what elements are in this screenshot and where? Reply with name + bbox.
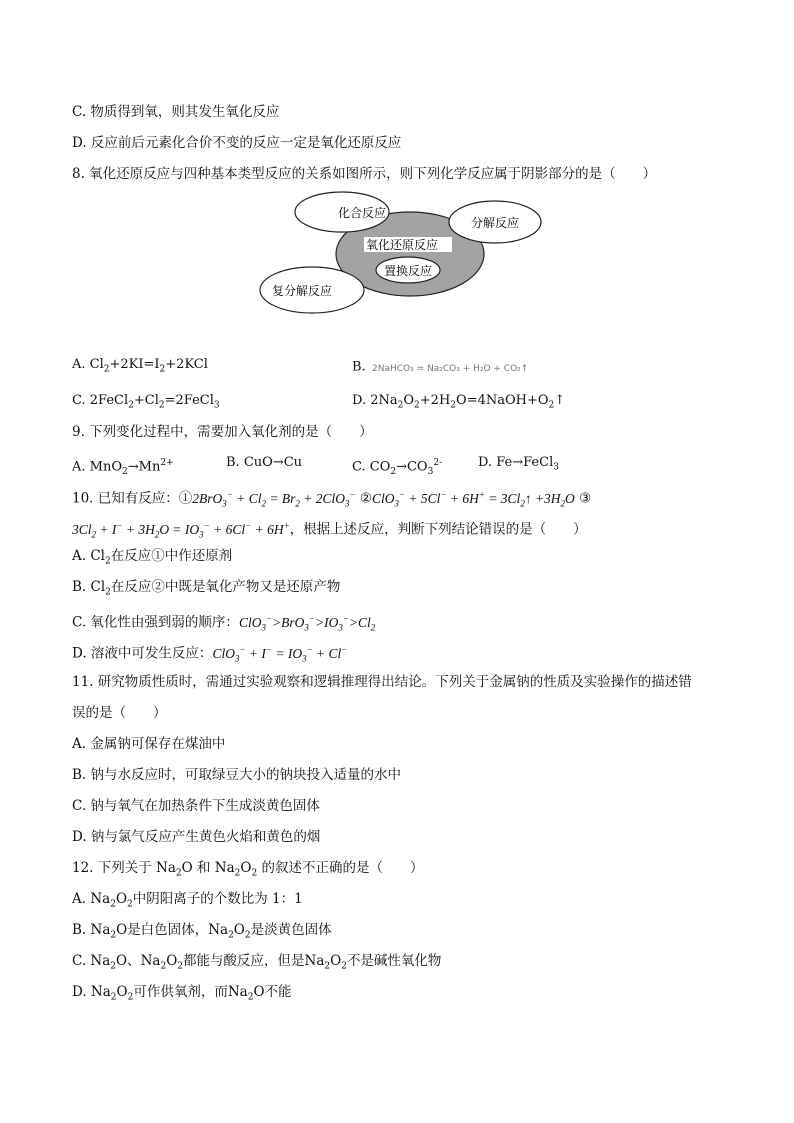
q10-stem-line1: 10. 已知有反应：①2BrO$_3$− + $Cl_2 = Br_2 + 2ClO_3^-$ ②ClO$_3$− + $5Cl^- + 6H^+ = 3Cl_2↑ +3H_2O$ ③ (72, 489, 592, 509)
q11-option-c: C. 钠与氧气在加热条件下生成淡黄色固体 (72, 798, 320, 814)
q7-option-d: D. 反应前后元素化合价不变的反应一定是氧化还原反应 (72, 135, 402, 151)
q11-stem-line2: 误的是（ ） (72, 705, 167, 721)
q9-option-a: A. $MnO_2\to Mn^{2+}$ (72, 458, 174, 477)
q11-option-b: B. 钠与水反应时，可取绿豆大小的钠块投入适量的水中 (72, 767, 402, 783)
label-displacement: 置换反应 (384, 264, 433, 278)
q9-option-b: B. CuO→Cu (226, 455, 303, 470)
label-decomposition: 分解反应 (471, 216, 520, 230)
q11-option-d: D. 钠与氯气反应产生黄色火焰和黄色的烟 (72, 829, 321, 845)
q9-stem: 9. 下列变化过程中，需要加入氧化剂的是（ ） (72, 424, 373, 440)
q12-option-a: A. $Na_2O_2$中阴阳离子的个数比为 1：1 (72, 891, 303, 910)
label-combination: 化合反应 (338, 206, 387, 220)
q10-stem-line2: $3Cl_2 + I^- + 3H_2O = IO_3^- + 6Cl^- + 6H^+$，根据上述反应，判断下列结论错误的是（ ） (72, 520, 587, 540)
q12-option-d: D. $Na_2O_2$可作供氧剂，而$Na_2O$不能 (72, 984, 292, 1003)
q8-option-b: B. 2NaHCO₃ = Na₂CO₃ + H₂O + CO₂↑ (352, 356, 450, 378)
q10-option-a: A. $Cl_2$在反应①中作还原剂 (72, 548, 233, 567)
q8-venn-diagram (250, 190, 550, 320)
q10-option-d: D. 溶液中可发生反应：$ClO_3^- + I^- = IO_3^- + Cl^-$ (72, 644, 348, 664)
q12-option-c: C. $Na_2O$、$Na_2O_2$都能与酸反应，但是$Na_2O_2$不是碱性氧化物 (72, 953, 442, 972)
q11-stem-line1: 11. 研究物质性质时，需通过实验观察和逻辑推理得出结论。下列关于金属钠的性质及实验操作的描述错 (72, 674, 692, 690)
q8-option-c: C. $2FeCl_2+Cl_2=2FeCl_3$ (72, 393, 220, 411)
q10-option-c: C. 氧化性由强到弱的顺序：$ClO_3^->BrO_3^->IO_3^->Cl_2$ (72, 613, 376, 633)
q9-option-d: D. Fe→FeCl$_3$ (478, 455, 559, 473)
q9-option-c: C. $CO_2\to CO_3^{2-}$ (352, 458, 443, 477)
q7-option-c: C. 物质得到氧，则其发生氧化反应 (72, 104, 280, 120)
q12-option-b: B. $Na_2O$是白色固体，$Na_2O_2$是淡黄色固体 (72, 922, 332, 941)
label-double-displacement: 复分解反应 (272, 284, 333, 298)
q11-option-a: A. 金属钠可保存在煤油中 (72, 736, 226, 752)
q8-option-d: D. $2Na_2O_2+2H_2O=4NaOH+O_2↑$ (352, 393, 566, 411)
q8-option-a: A. $Cl_2+2KI=I_2+2KCl$ (72, 357, 208, 375)
q8-option-b-equation-text: 2NaHCO₃ = Na₂CO₃ + H₂O + CO₂↑ (371, 364, 529, 374)
q8-stem: 8. 氧化还原反应与四种基本类型反应的关系如图所示，则下列化学反应属于阴影部分的是（ ） (72, 166, 657, 182)
q10-option-b: B. $Cl_2$在反应②中既是氧化产物又是还原产物 (72, 579, 341, 598)
q12-stem: 12. 下列关于 $Na_2O$ 和 $Na_2O_2$ 的叙述不正确的是（ ） (72, 860, 424, 879)
label-redox: 氧化还原反应 (366, 238, 439, 252)
